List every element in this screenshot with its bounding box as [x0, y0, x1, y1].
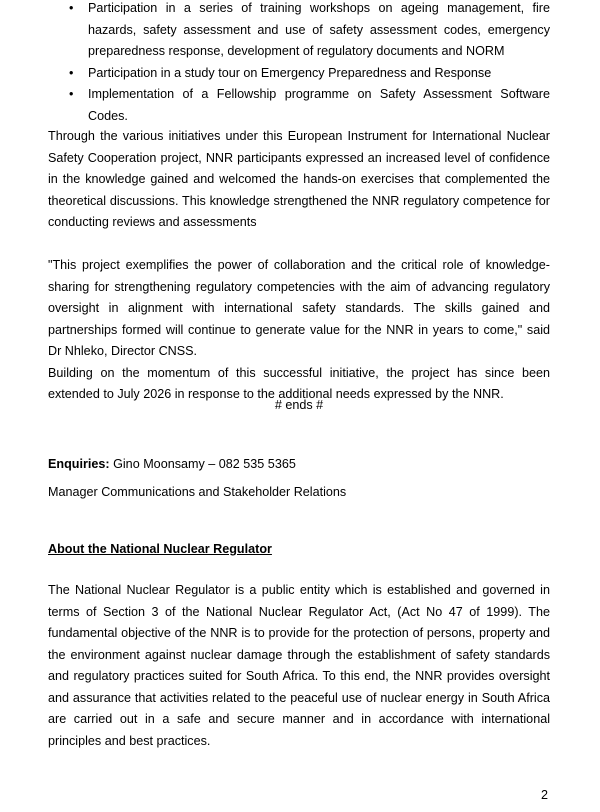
initiatives-paragraph: Through the various initiatives under this European Instrument for International Nuclear Safety Cooperation project, NNR participants expressed an increased level of confidence in the knowledge gained and welcomed the hands-on exercises that complemented the theoretical discussions. This knowledge strengthened the NNR regulatory competence for conducting reviews and assessments: [48, 129, 550, 229]
quote-paragraph: "This project exemplifies the power of collaboration and the critical role of knowledge-sharing for strengthening regulatory competencies with the aim of advancing regulatory oversight in alignment with international safety standards. The skills gained and partnerships formed will continue to generate value for the NNR in years to come," said Dr Nhleko, Director CNSS.: [48, 258, 550, 358]
list-item: [48, 63, 550, 85]
enquiries-label: Enquiries:: [48, 457, 110, 471]
quote-block: [48, 255, 550, 406]
list-item-text: Participation in a study tour on Emergency Preparedness and Response: [88, 65, 492, 80]
about-heading: About the National Nuclear Regulator: [48, 542, 272, 556]
ends-marker: # ends #: [274, 398, 324, 412]
enquiries-line: [48, 454, 550, 476]
about-paragraph: The National Nuclear Regulator is a public entity which is established and governed in terms of Section 3 of the National Nuclear Regulator Act, (Act No 47 of 1999). The fundamental objective of the NNR is to provide for the protection of persons, property and the environment against nuclear damage through the establishment of safety standards and regulatory practices suited for South Africa. To this end, the NNR provides oversight and assurance that activities related to the peaceful use of nuclear energy in South Africa are carried out in a safe and secure manner and in accordance with international principles and best practices.: [48, 583, 550, 748]
list-item-text: Participation in a series of training workshops on ageing management, fire hazards, safety assessment and use of safety assessment codes, emergency preparedness response, development of regulatory documents and NORM: [88, 1, 550, 58]
page-number: 2: [541, 788, 549, 802]
list-item-text: Implementation of a Fellowship programme on Safety Assessment Software Codes.: [88, 87, 550, 123]
bullet-icon: •: [69, 1, 74, 15]
extension-paragraph: Building on the momentum of this successful initiative, the project has since been extended to July 2026 in response to the additional needs expressed by the NNR.: [48, 365, 550, 401]
enquiries-role: Manager Communications and Stakeholder Relations: [48, 485, 347, 499]
list-item: [48, 0, 550, 63]
bullet-icon: •: [69, 87, 74, 101]
list-item: [48, 84, 550, 127]
bullet-icon: •: [69, 65, 74, 80]
activity-list: [48, 0, 550, 127]
enquiries-contact: Gino Moonsamy – 082 535 5365: [109, 457, 296, 471]
